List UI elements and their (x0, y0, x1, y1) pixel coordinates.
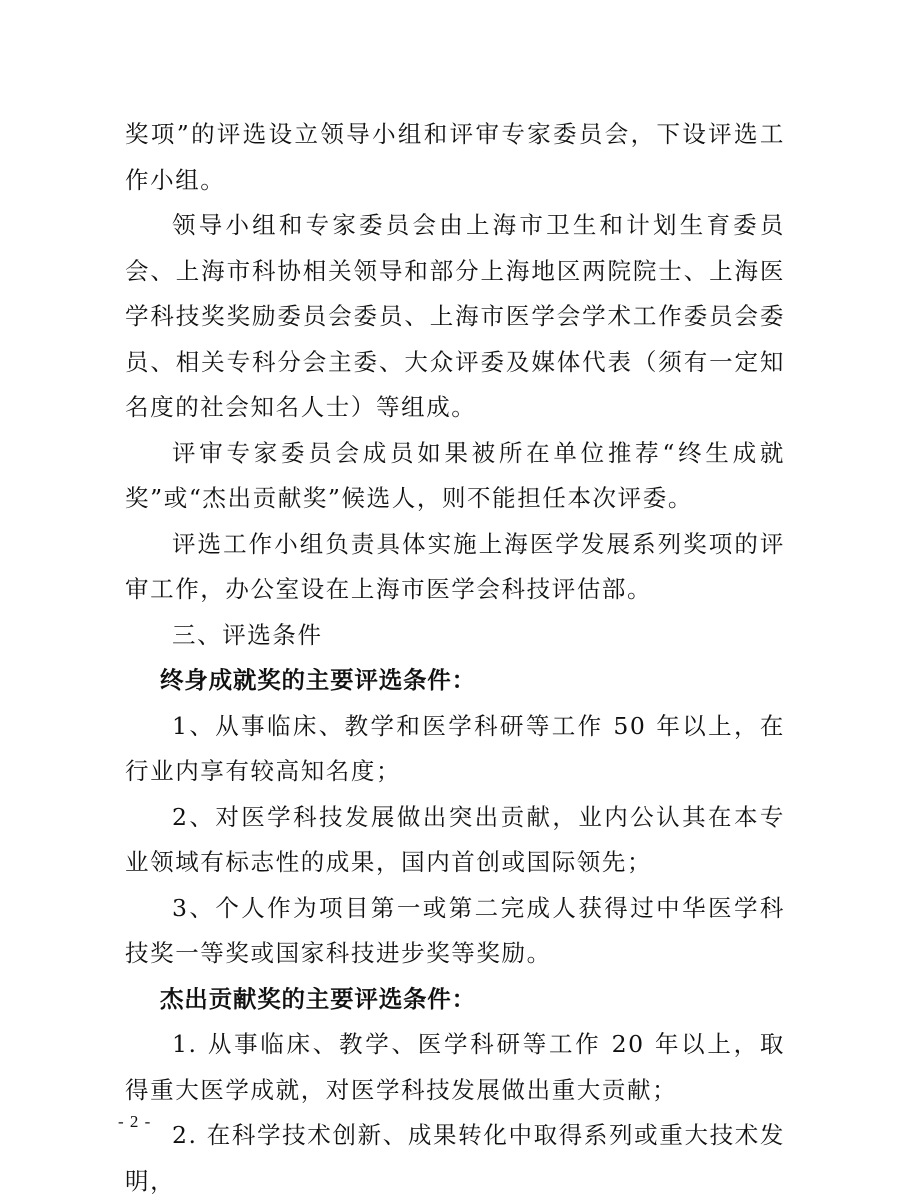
subheading-lifetime-achievement: 终身成就奖的主要评选条件： (160, 666, 476, 694)
paragraph-p8: 2、对医学科技发展做出突出贡献，业内公认其在本专业领域有标志性的成果，国内首创或国际领先； (125, 802, 785, 876)
paragraph-p2: 领导小组和专家委员会由上海市卫生和计划生育委员会、上海市科协相关领导和部分上海地区两院院士、上海医学科技奖奖励委员会委员、上海市医学会学术工作委员会委员、相关专科分会主委、大众评委及媒体代表（须有一定知名度的社会知名人士）等组成。 (125, 211, 785, 421)
paragraph-p7: 1、从事临床、教学和医学科研等工作 50 年以上，在行业内享有较高知名度； (125, 711, 785, 785)
paragraph-p9: 3、个人作为项目第一或第二完成人获得过中华医学科技奖一等奖或国家科技进步奖等奖励。 (125, 893, 785, 967)
paragraph-p11: 1. 从事临床、教学、医学科研等工作 20 年以上，取得重大医学成就，对医学科技发展做出重大贡献； (125, 1030, 785, 1104)
paragraph-p1: 奖项”的评选设立领导小组和评审专家委员会，下设评选工作小组。 (125, 120, 785, 194)
paragraph-p4: 评选工作小组负责具体实施上海医学发展系列奖项的评审工作，办公室设在上海市医学会科技评估部。 (125, 529, 785, 603)
paragraph-p3: 评审专家委员会成员如果被所在单位推荐“终生成就奖”或“杰出贡献奖”候选人，则不能担任本次评委。 (125, 438, 785, 512)
paragraph-p12: 2. 在科学技术创新、成果转化中取得系列或重大技术发明， (125, 1121, 785, 1195)
page-number: - 2 - (118, 1112, 152, 1131)
document-body (125, 112, 785, 1204)
subheading-outstanding-contribution: 杰出贡献奖的主要评选条件： (160, 984, 476, 1013)
section-heading: 三、评选条件 (172, 620, 323, 649)
